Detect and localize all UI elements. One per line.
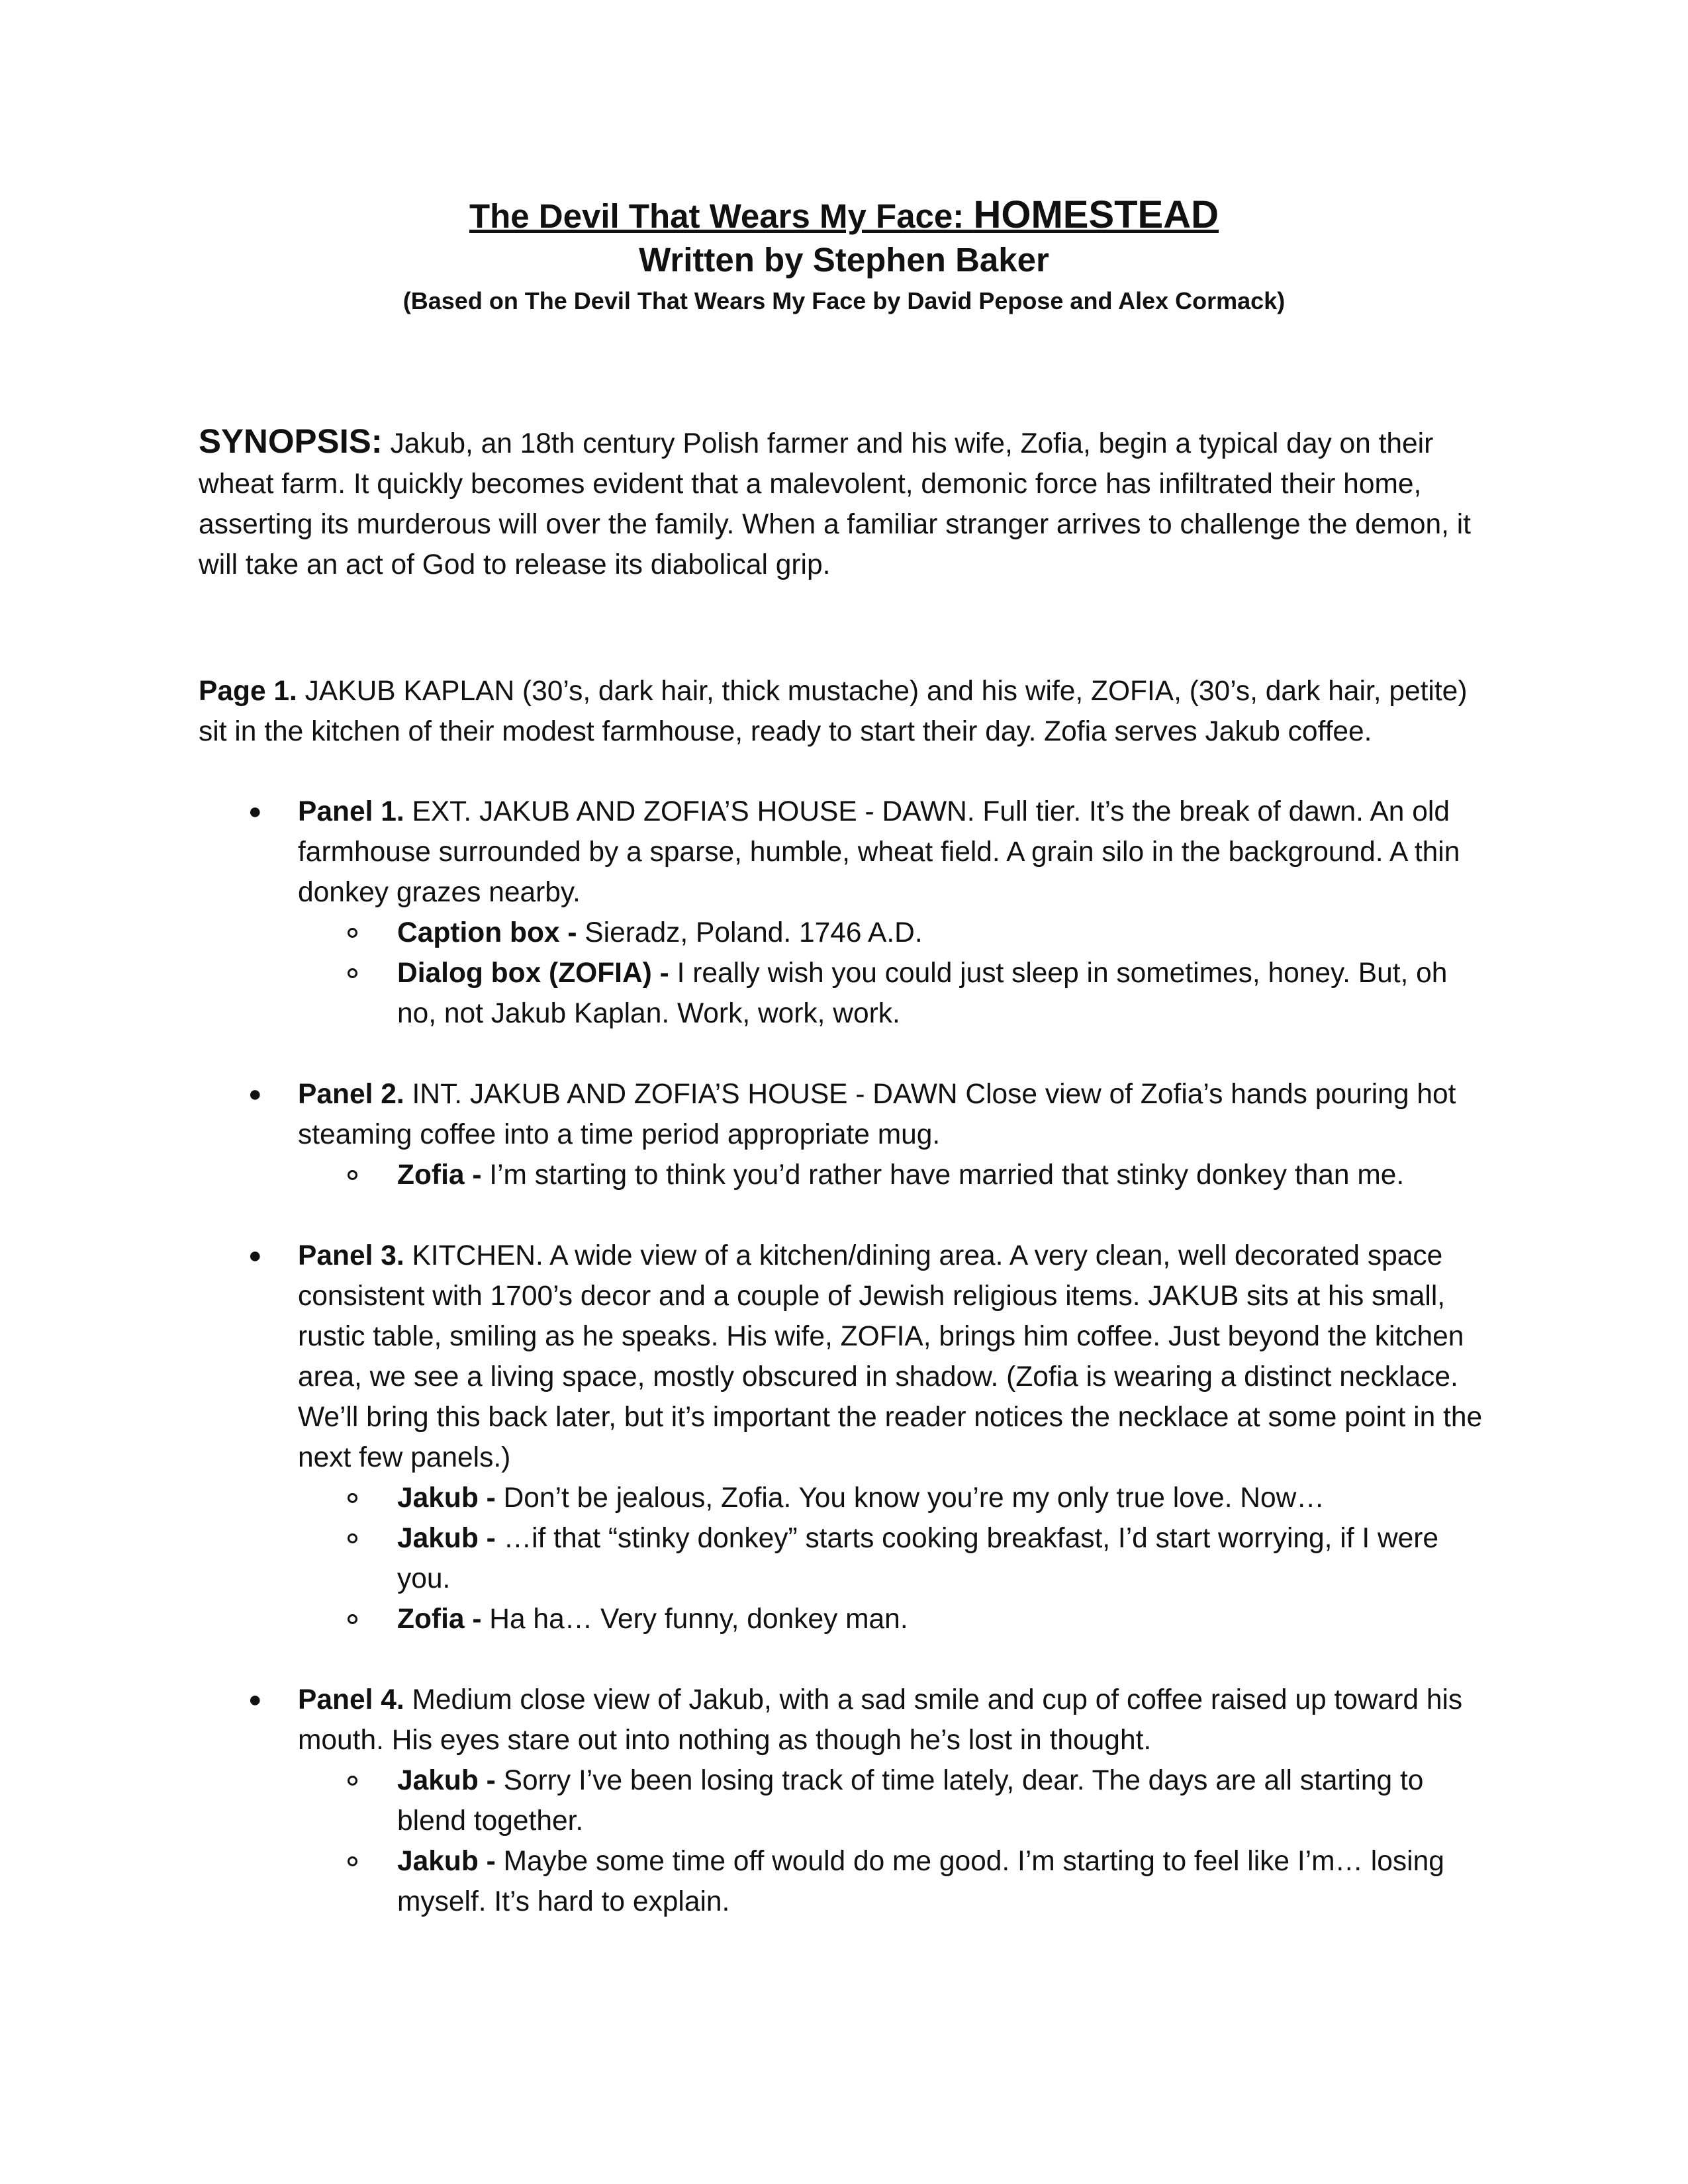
panel-line xyxy=(298,1599,1489,1639)
line-speaker: Dialog box (ZOFIA) - xyxy=(397,957,669,989)
panel-line xyxy=(298,953,1489,1034)
circle-bullet-icon xyxy=(348,1533,357,1543)
circle-bullet-icon xyxy=(348,1614,357,1624)
line-text: Ha ha… Very funny, donkey man. xyxy=(481,1603,908,1635)
panel-line xyxy=(298,1155,1489,1195)
bullet-icon: ● xyxy=(248,1242,262,1268)
panel-label: Panel 2. xyxy=(298,1078,404,1110)
line-text: Don’t be jealous, Zofia. You know you’re my only true love. Now… xyxy=(495,1482,1325,1514)
circle-bullet-icon xyxy=(348,1856,357,1866)
line-text: Maybe some time off would do me good. I’m starting to feel like I’m… losing myself. It’s hard to explain. xyxy=(397,1845,1444,1917)
line-text: I’m starting to think you’d rather have married that stinky donkey than me. xyxy=(481,1159,1405,1191)
panel-lines xyxy=(298,1760,1489,1922)
panel-label: Panel 3. xyxy=(298,1240,404,1271)
author-line: Written by Stephen Baker xyxy=(639,240,1049,279)
panel-line xyxy=(298,1478,1489,1518)
line-speaker: Zofia - xyxy=(397,1159,482,1191)
panel-description: KITCHEN. A wide view of a kitchen/dining area. A very clean, well decorated space consistent with 1700’s decor and a couple of Jewish religious items. JAKUB sits at his small, rustic table, smiling as he speaks. His wife, ZOFIA, brings him coffee. Just beyond the kitchen area, we see a living space, mostly obscured in shadow. (Zofia is wearing a distinct necklace. We’ll bring this back later, but it’s important the reader notices the necklace at some point in the next few panels.) xyxy=(298,1240,1483,1473)
panel-description: EXT. JAKUB AND ZOFIA’S HOUSE - DAWN. Full tier. It’s the break of dawn. An old farmhouse surrounded by a sparse, humble, wheat field. A grain silo in the background. A thin donkey grazes nearby. xyxy=(298,796,1460,908)
synopsis-paragraph xyxy=(199,421,1489,585)
circle-bullet-icon xyxy=(348,1776,357,1786)
panel-lines xyxy=(298,913,1489,1034)
panel-list xyxy=(199,792,1489,1922)
bullet-icon: ● xyxy=(248,1081,262,1107)
title-main: The Devil That Wears My Face: xyxy=(469,197,974,235)
line-text: …if that “stinky donkey” starts cooking breakfast, I’d start worrying, if I were you. xyxy=(397,1522,1439,1594)
line-speaker: Jakub - xyxy=(397,1522,496,1554)
panel-item xyxy=(199,1236,1489,1639)
bullet-icon: ● xyxy=(248,1686,262,1712)
synopsis-text: Jakub, an 18th century Polish farmer and his wife, Zofia, begin a typical day on their wheat farm. It quickly becomes evident that a malevolent, demonic force has infiltrated their home, asserting its murderous will over the family. When a familiar stranger arrives to challenge the demon, it will take an act of God to release its diabolical grip. xyxy=(199,428,1471,580)
panel-label: Panel 1. xyxy=(298,796,404,827)
line-text: Sieradz, Poland. 1746 A.D. xyxy=(577,917,923,948)
circle-bullet-icon xyxy=(348,1170,357,1180)
panel-lines xyxy=(298,1155,1489,1195)
line-text: Sorry I’ve been losing track of time lately, dear. The days are all starting to blend together. xyxy=(397,1764,1424,1837)
bullet-icon: ● xyxy=(248,798,262,824)
script-page xyxy=(199,192,1489,1962)
panel-description: Medium close view of Jakub, with a sad smile and cup of coffee raised up toward his mouth. His eyes stare out into nothing as though he’s lost in thought. xyxy=(298,1684,1463,1756)
circle-bullet-icon xyxy=(348,1493,357,1503)
title-block xyxy=(132,192,1556,315)
panel-lines xyxy=(298,1478,1489,1639)
panel-item xyxy=(199,792,1489,1034)
panel-line xyxy=(298,1841,1489,1922)
panel-item xyxy=(199,1680,1489,1922)
line-speaker: Zofia - xyxy=(397,1603,482,1635)
synopsis-label: SYNOPSIS: xyxy=(199,422,383,460)
circle-bullet-icon xyxy=(348,928,357,938)
based-on-line: (Based on The Devil That Wears My Face by David Pepose and Alex Cormack) xyxy=(402,287,1286,314)
panel-line xyxy=(298,1518,1489,1599)
circle-bullet-icon xyxy=(348,968,357,978)
line-speaker: Jakub - xyxy=(397,1845,496,1877)
page-description xyxy=(199,671,1489,752)
panel-label: Panel 4. xyxy=(298,1684,404,1715)
page-text: JAKUB KAPLAN (30’s, dark hair, thick mustache) and his wife, ZOFIA, (30’s, dark hair, petite) sit in the kitchen of their modest farmhouse, ready to start their day. Zofia serves Jakub coffee. xyxy=(199,675,1468,747)
page-label: Page 1. xyxy=(199,675,297,707)
panel-item xyxy=(199,1074,1489,1195)
line-speaker: Jakub - xyxy=(397,1764,496,1796)
panel-line xyxy=(298,913,1489,953)
line-speaker: Caption box - xyxy=(397,917,577,948)
line-text: I really wish you could just sleep in sometimes, honey. But, oh no, not Jakub Kaplan. Work, work, work. xyxy=(397,957,1448,1029)
panel-line xyxy=(298,1760,1489,1841)
panel-description: INT. JAKUB AND ZOFIA’S HOUSE - DAWN Close view of Zofia’s hands pouring hot steaming coffee into a time period appropriate mug. xyxy=(298,1078,1456,1150)
title-subtitle: HOMESTEAD xyxy=(973,193,1219,236)
line-speaker: Jakub - xyxy=(397,1482,496,1514)
document-title xyxy=(132,192,1556,238)
